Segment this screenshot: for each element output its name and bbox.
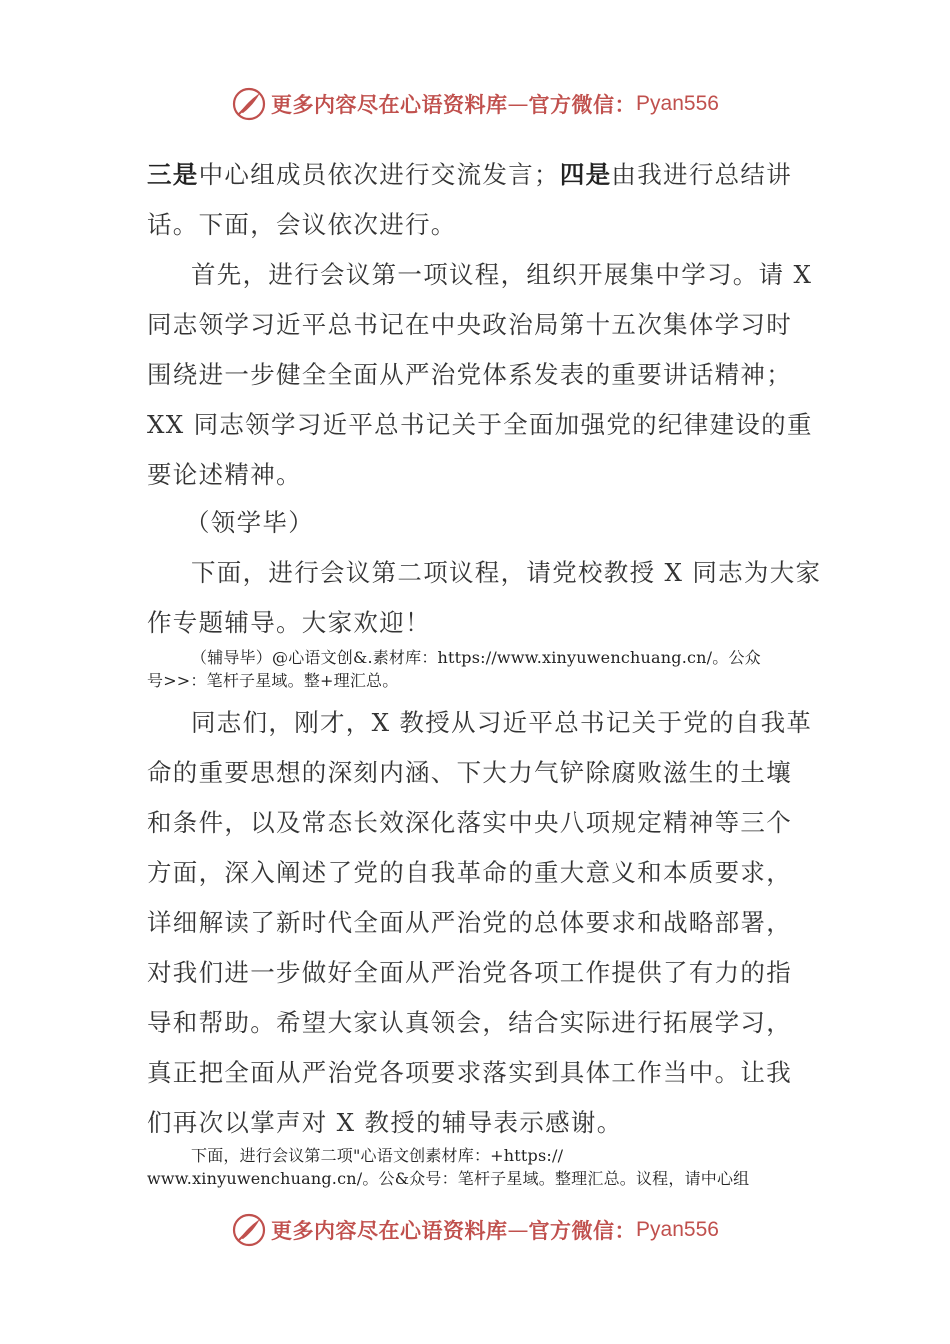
banner-separator: — bbox=[507, 1218, 529, 1242]
paragraph-line: 详细解读了新时代全面从严治党的总体要求和战略部署， bbox=[147, 908, 792, 937]
banner-wechat-id: Pyan556 bbox=[636, 1218, 719, 1241]
quill-logo-icon bbox=[231, 86, 267, 122]
bold-marker: 四是 bbox=[559, 160, 612, 189]
paragraph-line: 首先，进行会议第一项议程，组织开展集中学习。请 X bbox=[191, 260, 813, 289]
banner-wechat-id: Pyan556 bbox=[636, 92, 719, 115]
paragraph-line: 对我们进一步做好全面从严治党各项工作提供了有力的指 bbox=[147, 958, 792, 987]
footer-banner bbox=[0, 1208, 950, 1252]
watermark-note: （辅导毕）@心语文创&.素材库：https://www.xinyuwenchuang.cn/。公众 bbox=[191, 648, 761, 667]
paragraph-line: 们再次以掌声对 X 教授的辅导表示感谢。 bbox=[147, 1108, 623, 1137]
banner-label: 官方微信： bbox=[528, 1218, 637, 1243]
paragraph-line: 真正把全面从严治党各项要求落实到具体工作当中。让我 bbox=[147, 1058, 792, 1087]
banner-label: 官方微信： bbox=[528, 92, 637, 117]
paragraph-line: 和条件，以及常态长效深化落实中央八项规定精神等三个 bbox=[147, 808, 792, 837]
paragraph-line: 围绕进一步健全全面从严治党体系发表的重要讲话精神； bbox=[147, 360, 792, 389]
bold-marker: 三是 bbox=[147, 160, 199, 189]
watermark-note: www.xinyuwenchuang.cn/。公&众号：笔杆子星域。整理汇总。议程，请中心组 bbox=[147, 1169, 750, 1188]
paragraph-line: 话。下面，会议依次进行。 bbox=[147, 210, 457, 239]
paragraph-line: 同志们，刚才，X 教授从习近平总书记关于党的自我革 bbox=[191, 708, 813, 737]
paragraph-line: 下面，进行会议第二项议程，请党校教授 X 同志为大家 bbox=[191, 558, 822, 587]
paragraph-line: 要论述精神。 bbox=[147, 460, 302, 489]
watermark-note: 下面，进行会议第二项"心语文创素材库：+https:// bbox=[191, 1146, 564, 1165]
paragraph-line: （领学毕） bbox=[185, 508, 314, 537]
banner-text: 更多内容尽在心语资料库 bbox=[271, 92, 508, 117]
header-banner bbox=[0, 82, 950, 126]
banner-separator: — bbox=[507, 92, 529, 116]
quill-logo-icon bbox=[231, 1212, 267, 1248]
paragraph-line: 同志领学习近平总书记在中央政治局第十五次集体学习时 bbox=[147, 310, 792, 339]
paragraph-line: XX 同志领学习近平总书记关于全面加强党的纪律建设的重 bbox=[147, 410, 813, 439]
paragraph-line: 方面，深入阐述了党的自我革命的重大意义和本质要求， bbox=[147, 858, 792, 887]
banner-text: 更多内容尽在心语资料库 bbox=[271, 1218, 508, 1243]
paragraph-line: 命的重要思想的深刻内涵、下大力气铲除腐败滋生的土壤 bbox=[147, 758, 792, 787]
paragraph-line: 导和帮助。希望大家认真领会，结合实际进行拓展学习， bbox=[147, 1008, 792, 1037]
watermark-note: 号>>：笔杆子星域。整+理汇总。 bbox=[147, 671, 399, 690]
paragraph-line: 三是中心组成员依次进行交流发言；四是由我进行总结讲 bbox=[147, 160, 793, 189]
paragraph-line: 作专题辅导。大家欢迎！ bbox=[147, 608, 431, 637]
